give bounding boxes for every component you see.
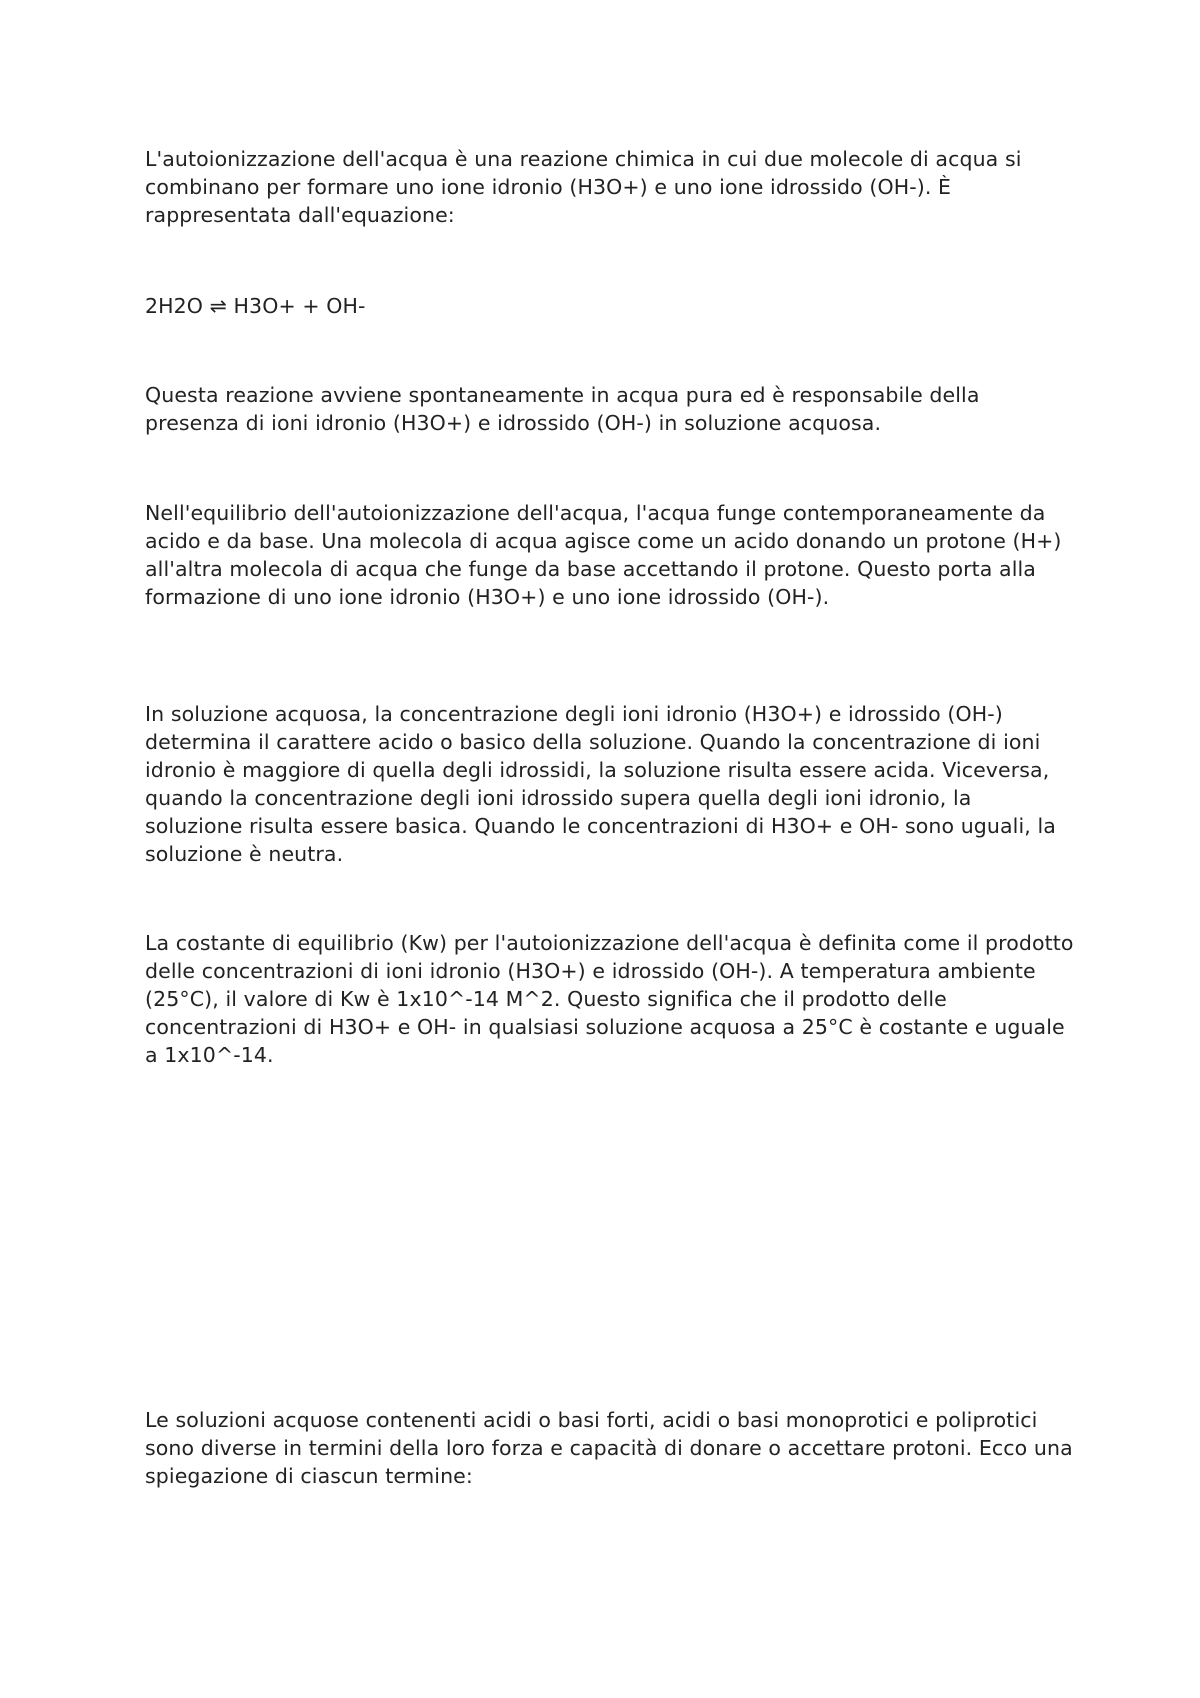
equation: 2H2O ⇌ H3O+ + OH- <box>145 294 366 318</box>
paragraph-acid-base: In soluzione acquosa, la concentrazione degli ioni idronio (H3O+) e idrossido (OH-) determina il carattere acido o basico della soluzione. Quando la concentrazione di ioni idronio è maggiore di quella degli idrossidi, la soluzione risulta essere acida. Viceversa, quando la concentrazione degli ioni idrossido supera quella degli ioni idronio, la soluzione risulta essere basica. Quando le concentrazioni di H3O+ e OH- sono uguali, la soluzione è neutra. <box>145 702 1056 866</box>
paragraph-spontaneous: Questa reazione avviene spontaneamente in acqua pura ed è responsabile della presenza di ioni idronio (H3O+) e idrossido (OH-) in soluzione acquosa. <box>145 383 980 435</box>
paragraph-solutions: Le soluzioni acquose contenenti acidi o basi forti, acidi o basi monoprotici e poliprotici sono diverse in termini della loro forza e capacità di donare o accettare protoni. Ecco una spiegazione di ciascun termine: <box>145 1408 1073 1488</box>
paragraph-intro: L'autoionizzazione dell'acqua è una reazione chimica in cui due molecole di acqua si combinano per formare uno ione idronio (H3O+) e uno ione idrossido (OH-). È rappresentata dall'equazione: <box>145 147 1022 227</box>
paragraph-kw: La costante di equilibrio (Kw) per l'autoionizzazione dell'acqua è definita come il prodotto delle concentrazioni di ioni idronio (H3O+) e idrossido (OH-). A temperatura ambiente (25°C), il valore di Kw è 1x10^-14 M^2. Questo significa che il prodotto delle concentrazioni di H3O+ e OH- in qualsiasi soluzione acquosa a 25°C è costante e uguale a 1x10^-14. <box>145 931 1074 1067</box>
paragraph-equilibrium: Nell'equilibrio dell'autoionizzazione dell'acqua, l'acqua funge contemporaneamente da acido e da base. Una molecola di acqua agisce come un acido donando un protone (H+) all'altra molecola di acqua che funge da base accettando il protone. Questo porta alla formazione di uno ione idronio (H3O+) e uno ione idrossido (OH-). <box>145 501 1062 609</box>
